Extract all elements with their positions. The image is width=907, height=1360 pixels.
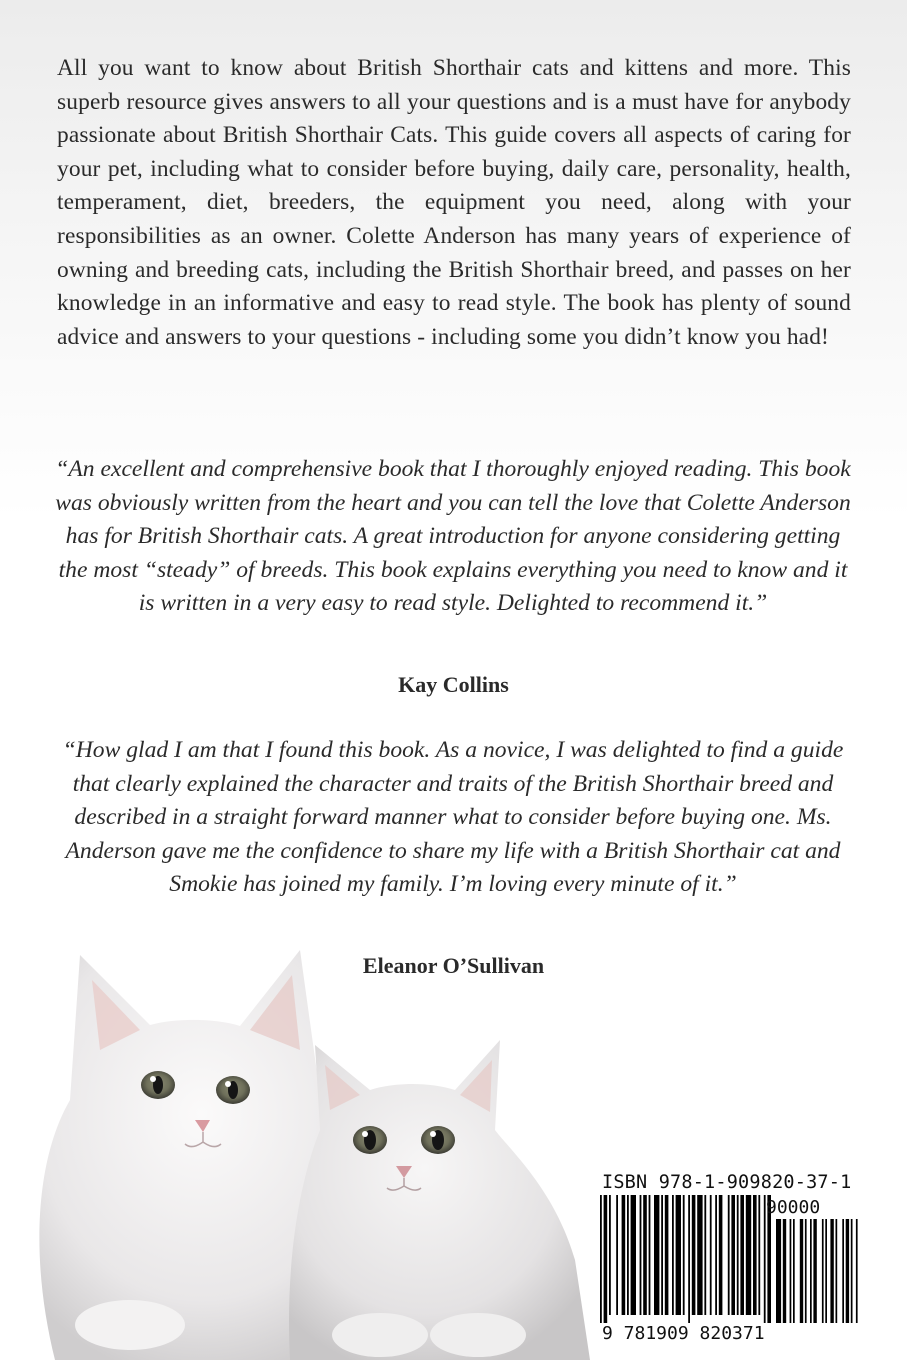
barcode-bar xyxy=(719,1195,723,1315)
barcode-bar xyxy=(737,1195,739,1315)
small-cat xyxy=(289,1040,590,1360)
barcode-bar xyxy=(753,1195,757,1315)
review-author-2: Eleanor O’Sullivan xyxy=(362,953,545,978)
barcode-bar xyxy=(609,1195,611,1315)
barcode-addon-bar xyxy=(851,1219,853,1323)
barcode-bar xyxy=(697,1195,702,1315)
barcode-addon-bar xyxy=(776,1219,781,1323)
barcode-addon-bar xyxy=(846,1219,849,1323)
isbn-barcode xyxy=(590,1165,870,1360)
barcode-addon-number: 90000 xyxy=(766,1197,821,1218)
barcode-bar xyxy=(627,1195,629,1315)
review-quote-2: “How glad I am that I found this book. As a novice, I was delighted to find a guide that clearly explained the character and traits of the British Shorthair breed and described in a straight forward manner what to consider before buying one. Ms. Anderson gave me the confidence to share my life with a British Shorthair cat and Smokie has joined my family. I’m loving every minute of it.” xyxy=(62,737,844,898)
barcode-addon-bar xyxy=(790,1219,792,1323)
barcode-bar xyxy=(600,1195,602,1323)
barcode-bar xyxy=(616,1195,618,1315)
barcode-bar xyxy=(740,1195,744,1315)
barcode-bar xyxy=(665,1195,669,1315)
barcode-addon-bar xyxy=(793,1219,795,1323)
isbn-number: ISBN 978-1-909820-37-1 xyxy=(602,1172,852,1193)
barcode-addon-bar xyxy=(805,1219,807,1323)
barcode-bar xyxy=(654,1195,659,1315)
barcode-addon-bar xyxy=(830,1219,833,1323)
barcode-addon-bar xyxy=(783,1219,786,1323)
barcode-addon-bar xyxy=(842,1219,844,1323)
barcode-bars xyxy=(600,1195,862,1323)
barcode-bar xyxy=(728,1195,730,1315)
barcode-addon-bar xyxy=(825,1219,827,1323)
barcode-addon-bar xyxy=(813,1219,816,1323)
barcode-bar xyxy=(710,1195,712,1315)
barcode-bar xyxy=(704,1195,706,1315)
barcode-addon-bar xyxy=(810,1219,812,1323)
barcode-addon-bar xyxy=(836,1219,838,1323)
barcode-bar xyxy=(649,1195,651,1315)
barcode-addon-bar xyxy=(856,1219,858,1323)
barcode-bar xyxy=(622,1195,626,1315)
review-quote-1: “An excellent and comprehensive book that I thoroughly enjoyed reading. This book was obviously written from the heart and you can tell the love that Colette Anderson has for British Shorthair cats. A great introduction for anyone considering getting the most “steady” of breeds. This book explains everything you need to know and it is written in a very easy to read style. Delighted to recommend it.” xyxy=(55,456,851,617)
barcode-bar xyxy=(688,1195,690,1323)
barcode-bar xyxy=(672,1195,674,1315)
barcode-bar xyxy=(640,1195,642,1315)
barcode-bar xyxy=(604,1195,608,1323)
barcode-bar xyxy=(731,1195,735,1315)
barcode-bar xyxy=(692,1195,696,1315)
barcode-bar xyxy=(631,1195,636,1315)
barcode-bar xyxy=(715,1195,717,1315)
review-author-1: Kay Collins xyxy=(398,672,509,697)
barcode-addon-bar xyxy=(822,1219,824,1323)
barcode-digits: 9 781909 820371 xyxy=(602,1323,765,1344)
barcode-bar xyxy=(683,1195,685,1315)
barcode-addon-bar xyxy=(800,1219,803,1323)
barcode-bar xyxy=(758,1195,760,1315)
cats-photo xyxy=(0,930,600,1360)
book-description: All you want to know about British Shorthair cats and kittens and more. This superb resource gives answers to all your questions and is a must have for anybody passionate about British Shorthair Cats. This guide covers all aspects of caring for your pet, including what to consider before buying, daily care, personality, health, temperament, diet, breeders, the equipment you need, along with your responsibilities as an owner. Colette Anderson has many years of experience of owning and breeding cats, including the British Shorthair breed, and passes on her knowledge in an informative and easy to read style. The book has plenty of sound advice and answers to your questions - including some you didn’t know you had! xyxy=(57,55,851,350)
barcode-bar xyxy=(643,1195,647,1315)
barcode-bar xyxy=(676,1195,681,1315)
barcode-bar xyxy=(746,1195,751,1315)
barcode-bar xyxy=(661,1195,663,1315)
